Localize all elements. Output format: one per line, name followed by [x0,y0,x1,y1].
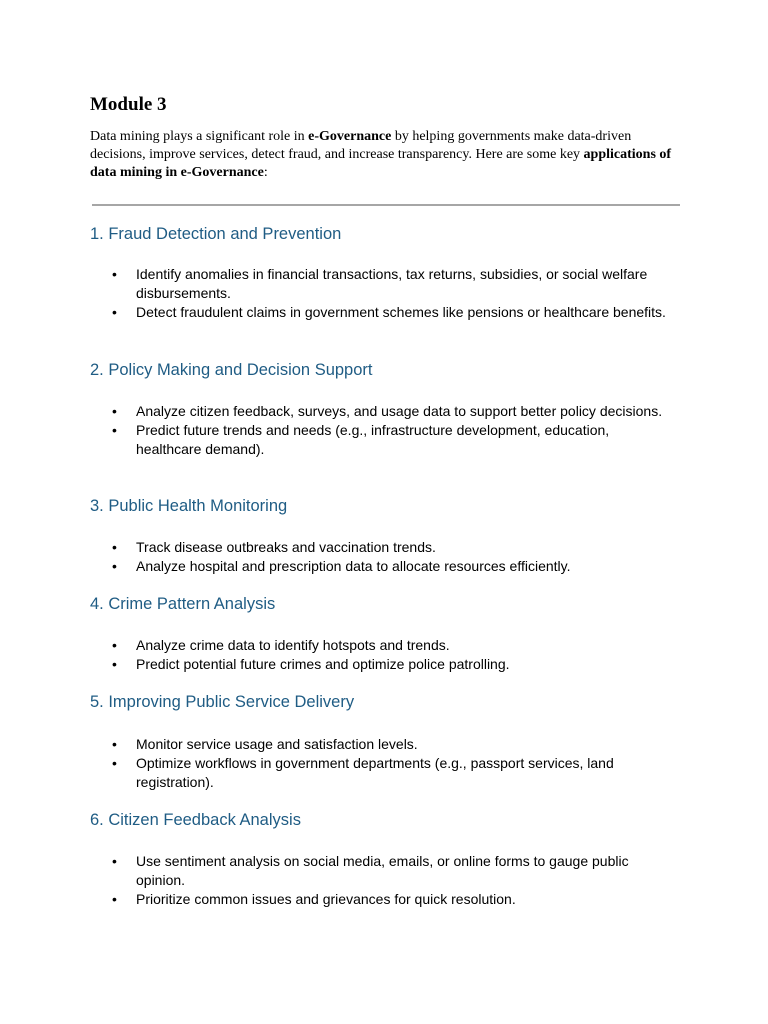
list-item: • Optimize workflows in government departments (e.g., passport services, land registration). [112,754,672,792]
section-list-crime-pattern [112,636,672,674]
section-list-public-health [112,538,672,576]
section-heading-crime-pattern: 4. Crime Pattern Analysis [90,595,276,613]
section-heading-public-service: 5. Improving Public Service Delivery [90,693,355,711]
page-title: Module 3 [90,94,167,115]
intro-bold-1: e-Governance [308,129,392,144]
list-item: • Predict future trends and needs (e.g., infrastructure development, education, healthcare demand). [112,421,672,459]
section-list-fraud-detection [112,265,672,322]
list-item: • Monitor service usage and satisfaction levels. [112,735,672,754]
section-list-policy-making [112,402,672,459]
section-list-citizen-feedback [112,852,672,909]
list-item: • Identify anomalies in financial transactions, tax returns, subsidies, or social welfare disbursements. [112,265,672,303]
list-item: • Analyze citizen feedback, surveys, and usage data to support better policy decisions. [112,402,672,421]
list-item: • Track disease outbreaks and vaccination trends. [112,538,672,557]
list-item: • Use sentiment analysis on social media, emails, or online forms to gauge public opinion. [112,852,672,890]
list-item: • Analyze hospital and prescription data to allocate resources efficiently. [112,557,672,576]
intro-text-1: Data mining plays a significant role in [90,129,309,144]
intro-bold-2: applications of data mining in e-Governance [90,147,672,180]
intro-paragraph [90,128,690,182]
list-item: • Predict potential future crimes and optimize police patrolling. [112,655,672,674]
section-heading-public-health: 3. Public Health Monitoring [90,497,288,515]
section-heading-policy-making: 2. Policy Making and Decision Support [90,361,373,379]
intro-text-2: by helping governments make data-driven decisions, improve services, detect fraud, and increase transparency. Here are some key [90,129,632,162]
section-heading-citizen-feedback: 6. Citizen Feedback Analysis [90,811,301,829]
intro-text-3: : [263,165,268,180]
section-heading-fraud-detection: 1. Fraud Detection and Prevention [90,225,342,243]
list-item: • Detect fraudulent claims in government schemes like pensions or healthcare benefits. [112,303,672,322]
list-item: • Prioritize common issues and grievances for quick resolution. [112,890,672,909]
section-list-public-service [112,735,672,792]
horizontal-divider [92,204,680,206]
list-item: • Analyze crime data to identify hotspots and trends. [112,636,672,655]
